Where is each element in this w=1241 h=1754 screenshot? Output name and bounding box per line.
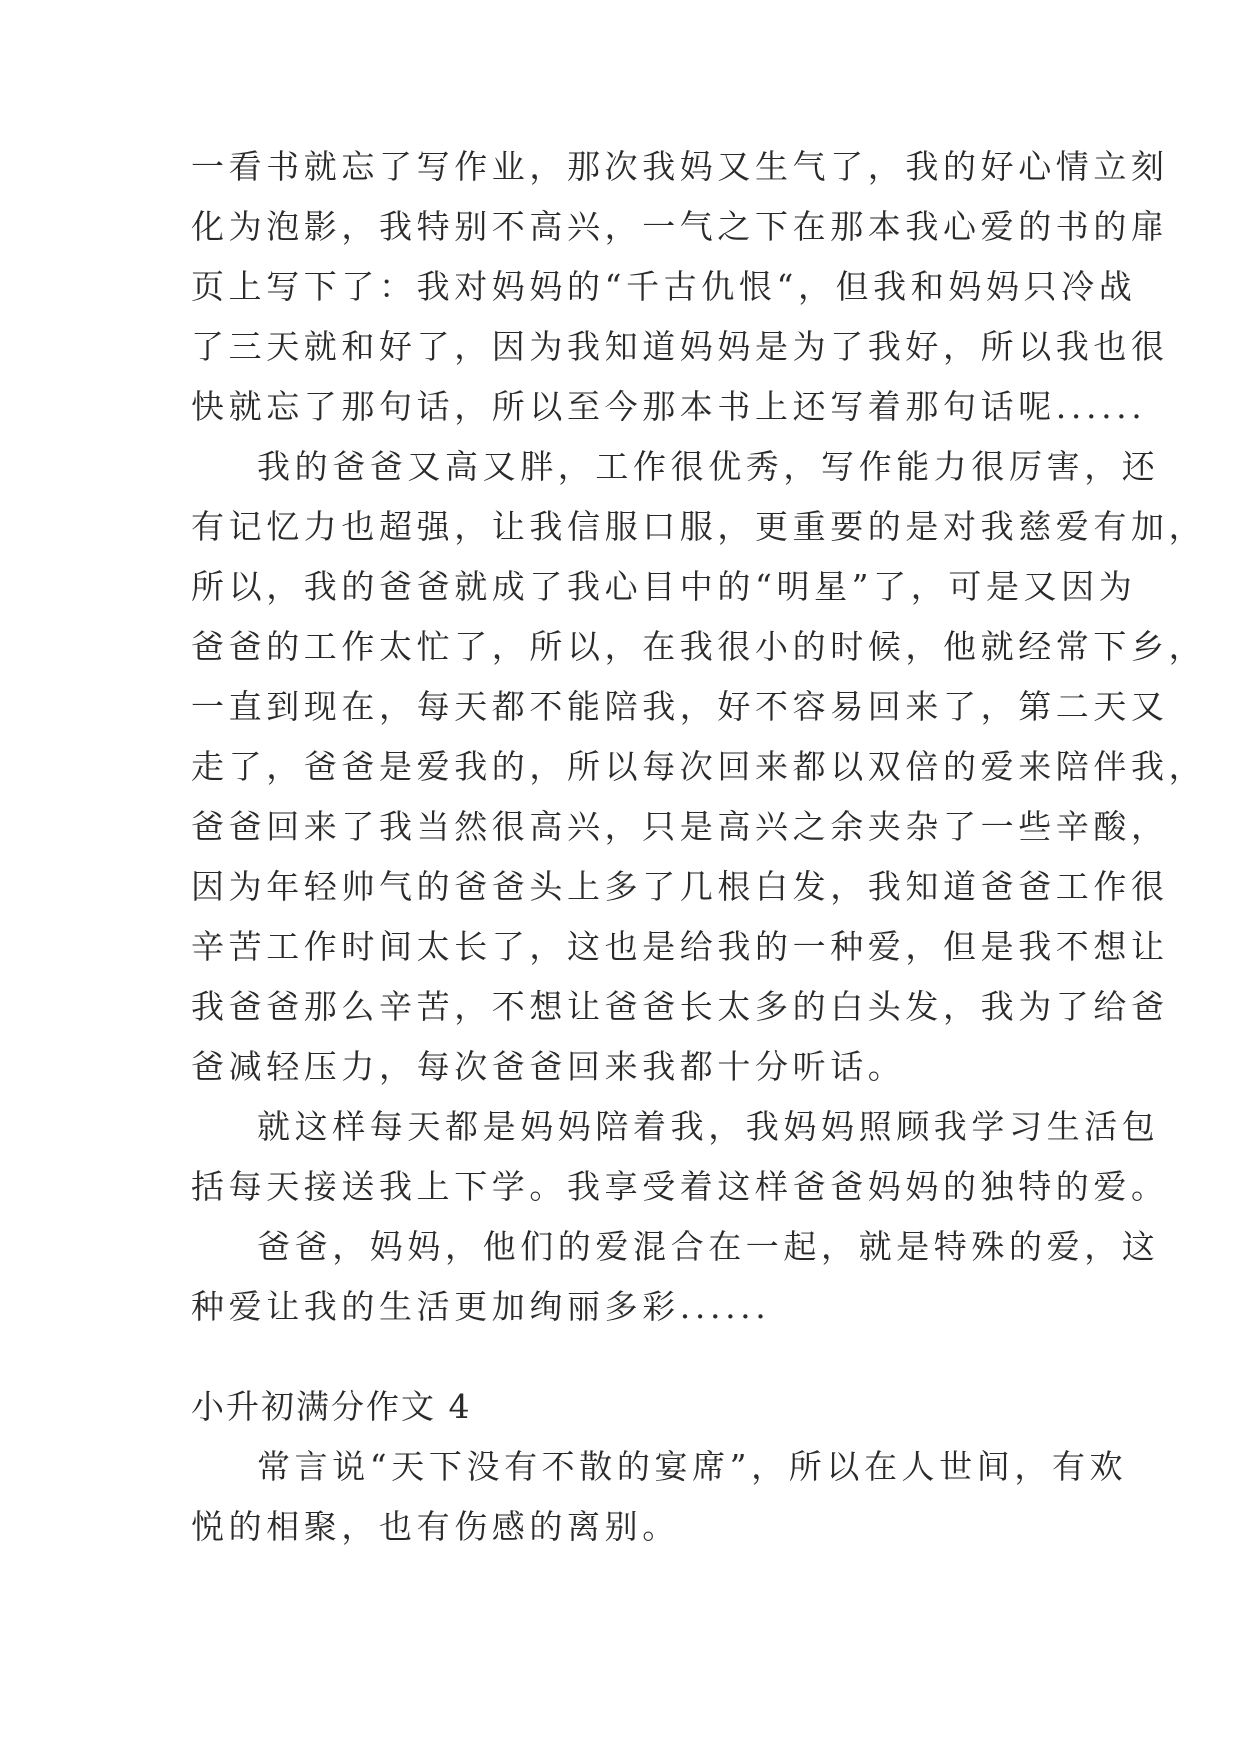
- paragraph-1-line-1: 一看书就忘了写作业，那次我妈又生气了，我的好心情立刻: [191, 147, 1169, 186]
- paragraph-4-line-2: 种爱让我的生活更加绚丽多彩......: [191, 1287, 771, 1326]
- paragraph-2-line-5: 一直到现在，每天都不能陪我，好不容易回来了，第二天又: [191, 687, 1169, 726]
- paragraph-2-line-1: 我的爸爸又高又胖，工作很优秀，写作能力很厉害，还: [257, 447, 1160, 486]
- paragraph-3-line-2: 括每天接送我上下学。我享受着这样爸爸妈妈的独特的爱。: [191, 1167, 1169, 1206]
- paragraph-4-line-1: 爸爸，妈妈，他们的爱混合在一起，就是特殊的爱，这: [257, 1227, 1160, 1266]
- paragraph-2-line-9: 辛苦工作时间太长了，这也是给我的一种爱，但是我不想让: [191, 927, 1169, 966]
- paragraph-2-line-8: 因为年轻帅气的爸爸头上多了几根白发，我知道爸爸工作很: [191, 867, 1169, 906]
- paragraph-2-line-10: 我爸爸那么辛苦，不想让爸爸长太多的白头发，我为了给爸: [191, 987, 1169, 1026]
- paragraph-3-line-1: 就这样每天都是妈妈陪着我，我妈妈照顾我学习生活包: [257, 1107, 1160, 1146]
- paragraph-2-line-4: 爸爸的工作太忙了，所以，在我很小的时候，他就经常下乡，: [191, 627, 1207, 666]
- section-heading: 小升初满分作文 4: [191, 1387, 472, 1426]
- paragraph-1-line-2: 化为泡影，我特别不高兴，一气之下在那本我心爱的书的扉: [191, 207, 1169, 246]
- paragraph-2-line-7: 爸爸回来了我当然很高兴，只是高兴之余夹杂了一些辛酸，: [191, 807, 1169, 846]
- paragraph-1-line-5: 快就忘了那句话，所以至今那本书上还写着那句话呢......: [191, 387, 1147, 426]
- paragraph-2-line-6: 走了，爸爸是爱我的，所以每次回来都以双倍的爱来陪伴我，: [191, 747, 1207, 786]
- paragraph-2-line-11: 爸减轻压力，每次爸爸回来我都十分听话。: [191, 1047, 906, 1086]
- paragraph-1-line-3: 页上写下了：我对妈妈的“千古仇恨“，但我和妈妈只冷战: [191, 267, 1137, 306]
- paragraph-1-line-4: 了三天就和好了，因为我知道妈妈是为了我好，所以我也很: [191, 327, 1169, 366]
- paragraph-2-line-3: 所以，我的爸爸就成了我心目中的“明星”了，可是又因为: [191, 567, 1137, 606]
- paragraph-5-line-2: 悦的相聚，也有伤感的离别。: [191, 1507, 680, 1546]
- paragraph-2-line-2: 有记忆力也超强，让我信服口服，更重要的是对我慈爱有加，: [191, 507, 1207, 546]
- paragraph-5-line-1: 常言说“天下没有不散的宴席”，所以在人世间，有欢: [257, 1447, 1128, 1486]
